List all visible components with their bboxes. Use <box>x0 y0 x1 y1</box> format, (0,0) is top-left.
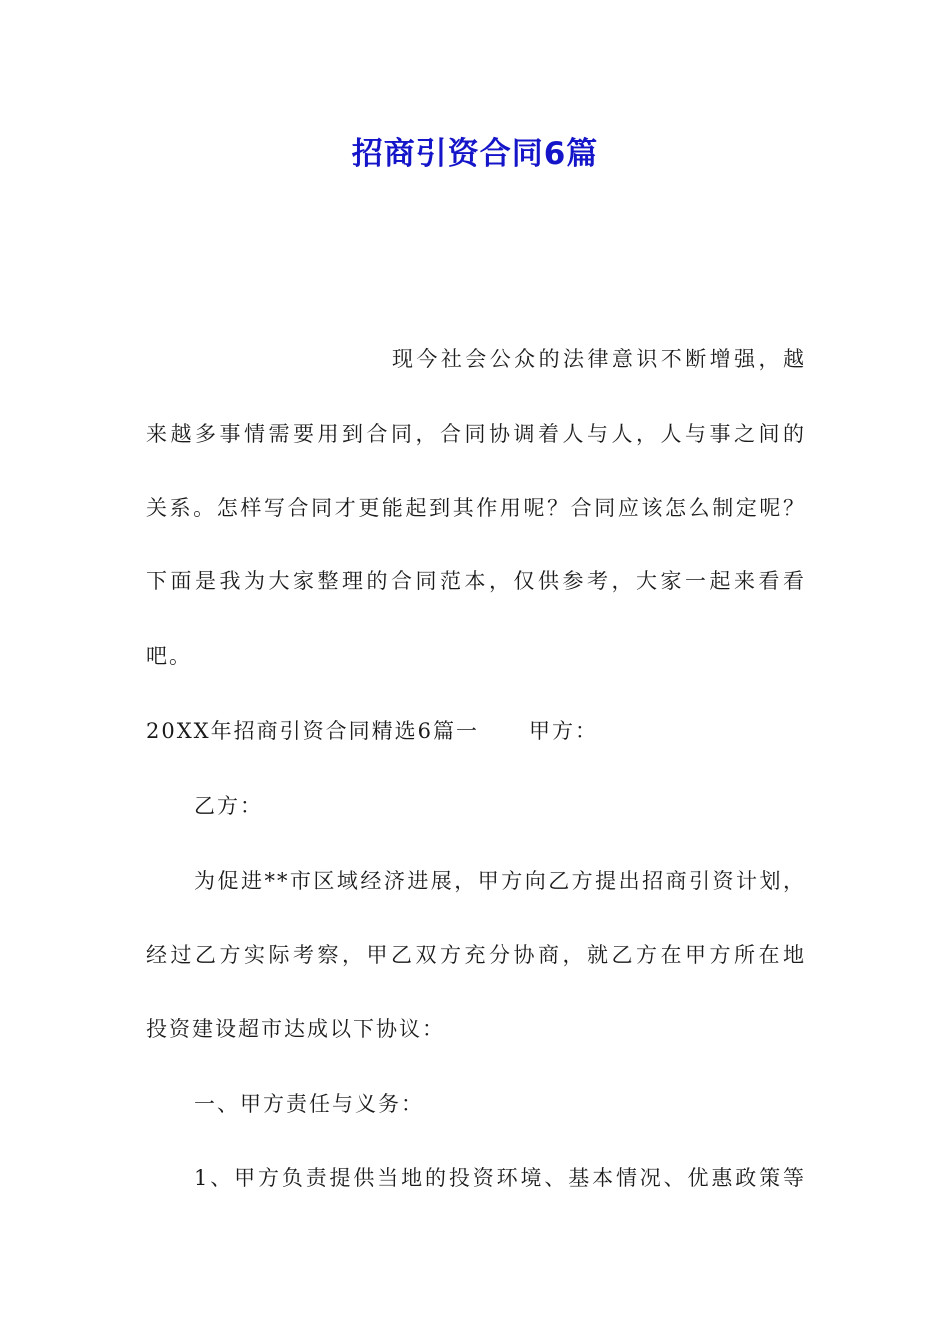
intro-line-1: 现今社会公众的法律意识不断增强，越 <box>392 347 806 371</box>
clause-1-line: 1、甲方负责提供当地的投资环境、基本情况、优惠政策等 <box>194 1166 806 1190</box>
party-a-label: 甲方： <box>528 719 598 743</box>
intro-line-3: 关系。怎样写合同才更能起到其作用呢？合同应该怎么制定呢？ <box>146 496 806 520</box>
section-heading: 20XX年招商引资合同精选6篇一 <box>146 719 479 743</box>
body-line-3: 投资建设超市达成以下协议： <box>146 1017 445 1041</box>
intro-line-2: 来越多事情需要用到合同，合同协调着人与人，人与事之间的 <box>146 422 806 446</box>
intro-line-5: 吧。 <box>146 644 192 668</box>
body-line-1: 为促进**市区域经济进展，甲方向乙方提出招商引资计划， <box>194 869 806 893</box>
party-b-label: 乙方： <box>194 794 263 818</box>
intro-line-4: 下面是我为大家整理的合同范本，仅供参考，大家一起来看看 <box>146 569 806 593</box>
document-title: 招商引资合同6篇 <box>351 136 599 172</box>
clause-heading: 一、甲方责任与义务： <box>194 1092 424 1116</box>
body-line-2: 经过乙方实际考察，甲乙双方充分协商，就乙方在甲方所在地 <box>146 943 806 967</box>
section-heading-line <box>146 716 806 746</box>
